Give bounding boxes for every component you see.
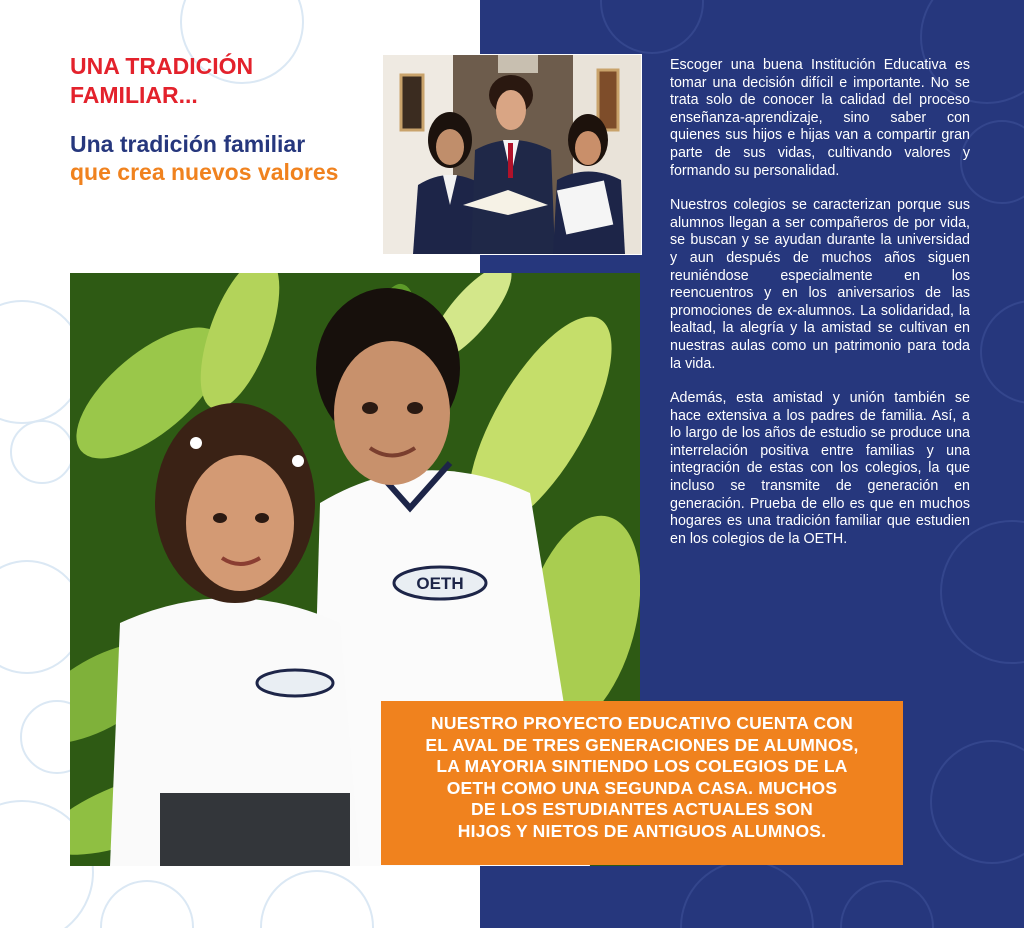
callout-line-4: OETH COMO UNA SEGUNDA CASA. MUCHOS (446, 777, 838, 798)
callout-line-2: EL AVAL DE TRES GENERACIONES DE ALUMNOS, (425, 734, 859, 755)
students-reading-illustration (383, 55, 641, 254)
callout-line-5: DE LOS ESTUDIANTES ACTUALES SON (471, 799, 813, 819)
uniform-logo-text: OETH (416, 574, 464, 593)
callout-line-3: LA MAYORIA SINTIENDO LOS COLEGIOS DE LA (436, 756, 848, 776)
highlight-callout (381, 701, 903, 865)
students-reading-photo (382, 54, 642, 255)
subtitle-line-2: que crea nuevos valores (70, 159, 339, 185)
body-text (670, 57, 970, 565)
paragraph-3: Además, esta amistad y unión también se hace extensiva a los padres de familia. Así, a lo largo de los años de estudio se produce una interrelación positiva entre familias y una integración de estas con los colegios, la que incluso se transmite de generación en generación. Prueba de ello es que en muchos hogares es una tradición familiar que estudien en los colegios de la OETH. (670, 390, 970, 547)
paragraph-1: Escoger una buena Institución Educativa es tomar una decisión difícil e importante. No se trata solo de conocer la calidad del proceso enseñanza-aprendizaje, sino saber con quienes sus hijos e hijas van a compartir gran parte de sus vidas, cultivando valores y formando su personalidad. (670, 57, 970, 179)
callout-line-1: NUESTRO PROYECTO EDUCATIVO CUENTA CON (431, 713, 853, 733)
subtitle (70, 130, 370, 186)
paragraph-2: Nuestros colegios se caracterizan porque sus alumnos llegan a ser compañeros de por vida, se buscan y se ayudan durante la universidad y aun después de muchos años siguen reuniéndose especialmente en los reencuentros y en los aniversarios de las promociones de ex-alumnos. La solidaridad, la lealtad, la alegría y la amistad se cultivan en nuestras aulas como un patrimonio para toda la vida. (670, 197, 970, 372)
page-title: UNA TRADICIÓN FAMILIAR... (70, 53, 254, 108)
subtitle-line-1: Una tradición familiar (70, 131, 306, 157)
callout-line-6: HIJOS Y NIETOS DE ANTIGUOS ALUMNOS. (457, 820, 827, 841)
